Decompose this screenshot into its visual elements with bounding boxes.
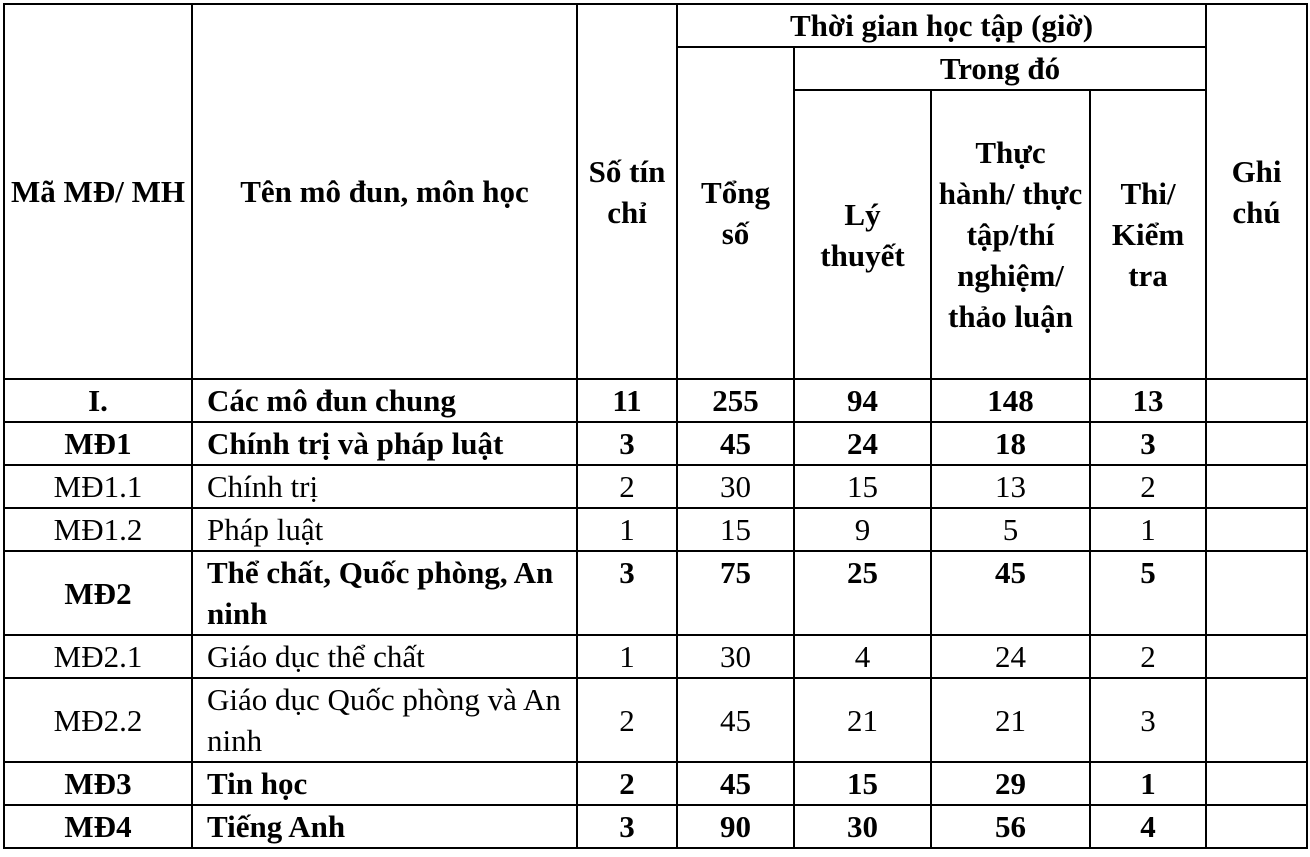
header-thi: Thi/ Kiểm tra xyxy=(1090,90,1206,379)
cell-tin-chi: 3 xyxy=(577,805,677,848)
cell-ma: MĐ2.1 xyxy=(4,635,192,678)
cell-thi: 1 xyxy=(1090,508,1206,551)
cell-ly-thuyet: 15 xyxy=(794,762,931,805)
cell-thi: 2 xyxy=(1090,635,1206,678)
header-tong-so: Tổng số xyxy=(677,47,794,379)
cell-thi: 5 xyxy=(1090,551,1206,635)
cell-ma: MĐ1.1 xyxy=(4,465,192,508)
cell-ghi-chu xyxy=(1206,635,1307,678)
cell-ma: MĐ3 xyxy=(4,762,192,805)
cell-ly-thuyet: 21 xyxy=(794,678,931,762)
table-row xyxy=(4,678,1307,762)
cell-ghi-chu xyxy=(1206,422,1307,465)
cell-tong: 75 xyxy=(677,551,794,635)
cell-tong: 30 xyxy=(677,635,794,678)
cell-thuc-hanh: 56 xyxy=(931,805,1090,848)
cell-ten: Các mô đun chung xyxy=(192,379,577,422)
cell-thi: 1 xyxy=(1090,762,1206,805)
cell-ghi-chu xyxy=(1206,551,1307,635)
cell-ma: MĐ1 xyxy=(4,422,192,465)
cell-ly-thuyet: 15 xyxy=(794,465,931,508)
table-row xyxy=(4,422,1307,465)
cell-ten: Giáo dục thể chất xyxy=(192,635,577,678)
header-thoi-gian: Thời gian học tập (giờ) xyxy=(677,4,1206,47)
cell-thuc-hanh: 21 xyxy=(931,678,1090,762)
table-row xyxy=(4,635,1307,678)
cell-ten: Chính trị và pháp luật xyxy=(192,422,577,465)
cell-thuc-hanh: 45 xyxy=(931,551,1090,635)
header-ly-thuyet: Lý thuyết xyxy=(794,90,931,379)
cell-tin-chi: 2 xyxy=(577,465,677,508)
cell-ghi-chu xyxy=(1206,678,1307,762)
table-row xyxy=(4,379,1307,422)
cell-thuc-hanh: 148 xyxy=(931,379,1090,422)
cell-ghi-chu xyxy=(1206,465,1307,508)
cell-thi: 4 xyxy=(1090,805,1206,848)
cell-ten: Giáo dục Quốc phòng và An ninh xyxy=(192,678,577,762)
cell-ly-thuyet: 4 xyxy=(794,635,931,678)
cell-thuc-hanh: 24 xyxy=(931,635,1090,678)
cell-ghi-chu xyxy=(1206,762,1307,805)
cell-thuc-hanh: 29 xyxy=(931,762,1090,805)
cell-ten: Tiếng Anh xyxy=(192,805,577,848)
table-row xyxy=(4,762,1307,805)
cell-thi: 3 xyxy=(1090,422,1206,465)
curriculum-table xyxy=(3,3,1308,849)
cell-tong: 45 xyxy=(677,678,794,762)
cell-ly-thuyet: 30 xyxy=(794,805,931,848)
cell-tin-chi: 3 xyxy=(577,551,677,635)
cell-thi: 13 xyxy=(1090,379,1206,422)
cell-ten: Pháp luật xyxy=(192,508,577,551)
table-row xyxy=(4,551,1307,635)
cell-ghi-chu xyxy=(1206,508,1307,551)
cell-tong: 255 xyxy=(677,379,794,422)
cell-ma: MĐ2 xyxy=(4,551,192,635)
table-row xyxy=(4,805,1307,848)
cell-tong: 45 xyxy=(677,762,794,805)
cell-tong: 15 xyxy=(677,508,794,551)
cell-ly-thuyet: 25 xyxy=(794,551,931,635)
header-thuc-hanh: Thực hành/ thực tập/thí nghiệm/ thảo luận xyxy=(931,90,1090,379)
table-row xyxy=(4,508,1307,551)
cell-ghi-chu xyxy=(1206,805,1307,848)
cell-tong: 90 xyxy=(677,805,794,848)
cell-thuc-hanh: 18 xyxy=(931,422,1090,465)
table-row xyxy=(4,465,1307,508)
header-ma: Mã MĐ/ MH xyxy=(4,4,192,379)
cell-ma: MĐ2.2 xyxy=(4,678,192,762)
cell-tin-chi: 11 xyxy=(577,379,677,422)
header-ten: Tên mô đun, môn học xyxy=(192,4,577,379)
cell-tin-chi: 2 xyxy=(577,762,677,805)
cell-ten: Tin học xyxy=(192,762,577,805)
cell-tong: 45 xyxy=(677,422,794,465)
cell-ly-thuyet: 94 xyxy=(794,379,931,422)
cell-tin-chi: 1 xyxy=(577,508,677,551)
cell-ma: MĐ1.2 xyxy=(4,508,192,551)
cell-tong: 30 xyxy=(677,465,794,508)
cell-tin-chi: 2 xyxy=(577,678,677,762)
cell-thi: 3 xyxy=(1090,678,1206,762)
cell-tin-chi: 1 xyxy=(577,635,677,678)
cell-thuc-hanh: 5 xyxy=(931,508,1090,551)
header-trong-do: Trong đó xyxy=(794,47,1206,90)
cell-thi: 2 xyxy=(1090,465,1206,508)
cell-ma: I. xyxy=(4,379,192,422)
cell-ten: Chính trị xyxy=(192,465,577,508)
cell-ten: Thể chất, Quốc phòng, An ninh xyxy=(192,551,577,635)
cell-thuc-hanh: 13 xyxy=(931,465,1090,508)
cell-ghi-chu xyxy=(1206,379,1307,422)
cell-ly-thuyet: 24 xyxy=(794,422,931,465)
cell-ly-thuyet: 9 xyxy=(794,508,931,551)
header-ghi-chu: Ghi chú xyxy=(1206,4,1307,379)
cell-ma: MĐ4 xyxy=(4,805,192,848)
header-so-tin-chi: Số tín chỉ xyxy=(577,4,677,379)
cell-tin-chi: 3 xyxy=(577,422,677,465)
